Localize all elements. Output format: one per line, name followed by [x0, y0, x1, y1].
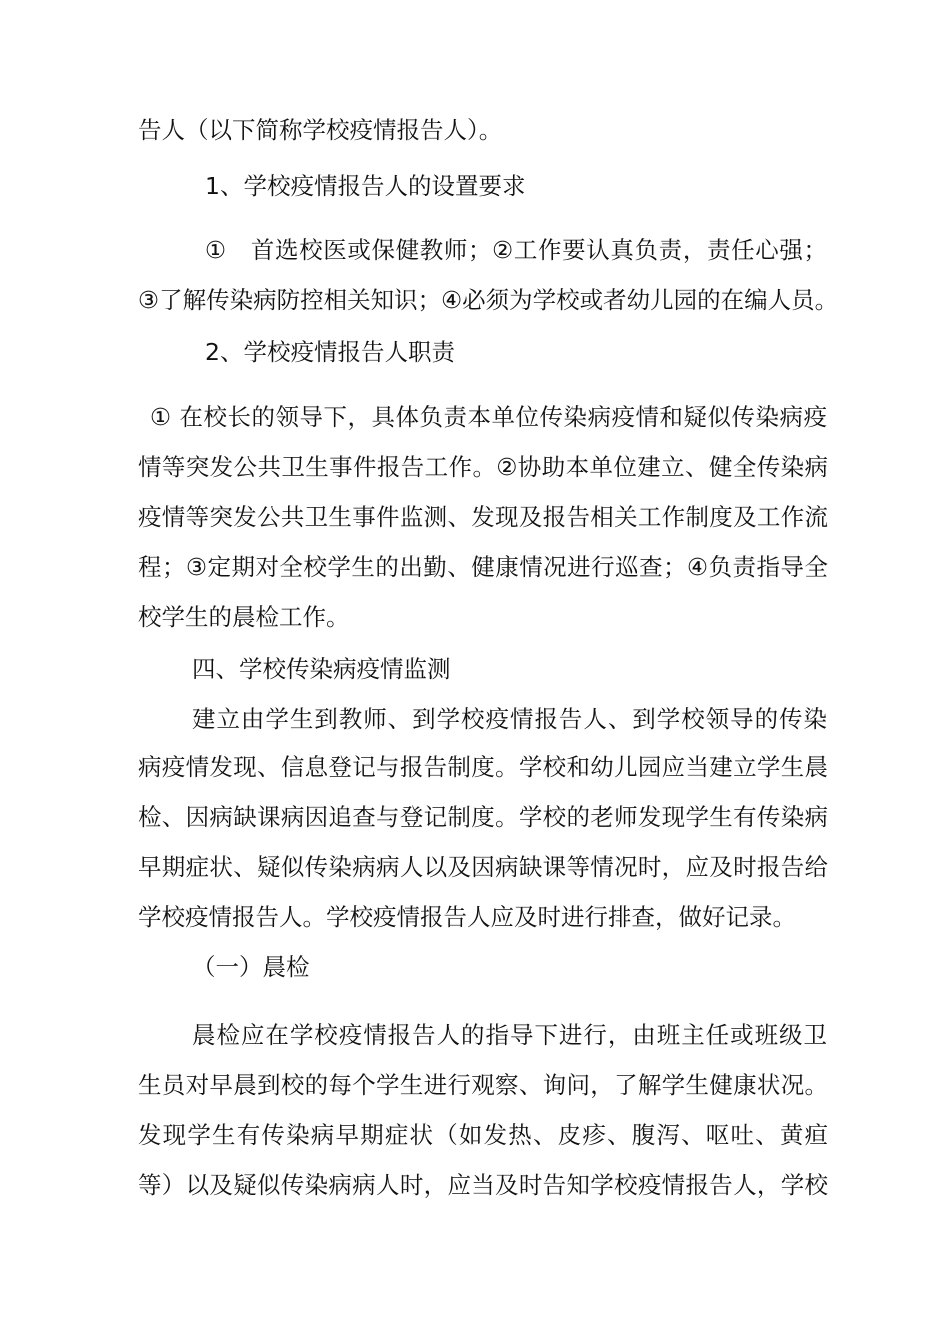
paragraph-line: ③了解传染病防控相关知识；④必须为学校或者幼儿园的在编人员。 — [138, 286, 839, 314]
paragraph-line: 等）以及疑似传染病病人时，应当及时告知学校疫情报告人，学校 — [138, 1171, 828, 1199]
paragraph-line: 情等突发公共卫生事件报告工作。②协助本单位建立、健全传染病 — [138, 453, 828, 481]
section-heading: 四、学校传染病疫情监测 — [192, 655, 451, 683]
paragraph-line: 校学生的晨检工作。 — [138, 603, 350, 631]
paragraph-line: 疫情等突发公共卫生事件监测、发现及报告相关工作制度及工作流 — [138, 503, 828, 531]
section-heading: 1、学校疫情报告人的设置要求 — [205, 172, 526, 200]
paragraph-line: 检、因病缺课病因追查与登记制度。学校的老师发现学生有传染病 — [138, 803, 828, 831]
paragraph-line: ① 首选校医或保健教师；②工作要认真负责，责任心强； — [205, 236, 827, 264]
paragraph-line: 病疫情发现、信息登记与报告制度。学校和幼儿园应当建立学生晨 — [138, 753, 828, 781]
paragraph-line: 早期症状、疑似传染病病人以及因病缺课等情况时，应及时报告给 — [138, 853, 828, 881]
section-heading: （一）晨检 — [192, 953, 310, 981]
paragraph-line: 发现学生有传染病早期症状（如发热、皮疹、腹泻、呕吐、黄疸 — [138, 1121, 828, 1149]
paragraph-line: 生员对早晨到校的每个学生进行观察、询问，了解学生健康状况。 — [138, 1071, 828, 1099]
paragraph-line: 程；③定期对全校学生的出勤、健康情况进行巡查；④负责指导全 — [138, 553, 828, 581]
paragraph-line: 学校疫情报告人。学校疫情报告人应及时进行排查，做好记录。 — [138, 903, 796, 931]
section-heading: 2、学校疫情报告人职责 — [205, 338, 455, 366]
paragraph-line: 告人（以下简称学校疫情报告人）。 — [138, 116, 503, 144]
paragraph-line: 晨检应在学校疫情报告人的指导下进行，由班主任或班级卫 — [192, 1021, 827, 1049]
paragraph-line: 建立由学生到教师、到学校疫情报告人、到学校领导的传染 — [192, 705, 827, 733]
paragraph-line: ① 在校长的领导下，具体负责本单位传染病疫情和疑似传染病疫 — [150, 403, 827, 431]
